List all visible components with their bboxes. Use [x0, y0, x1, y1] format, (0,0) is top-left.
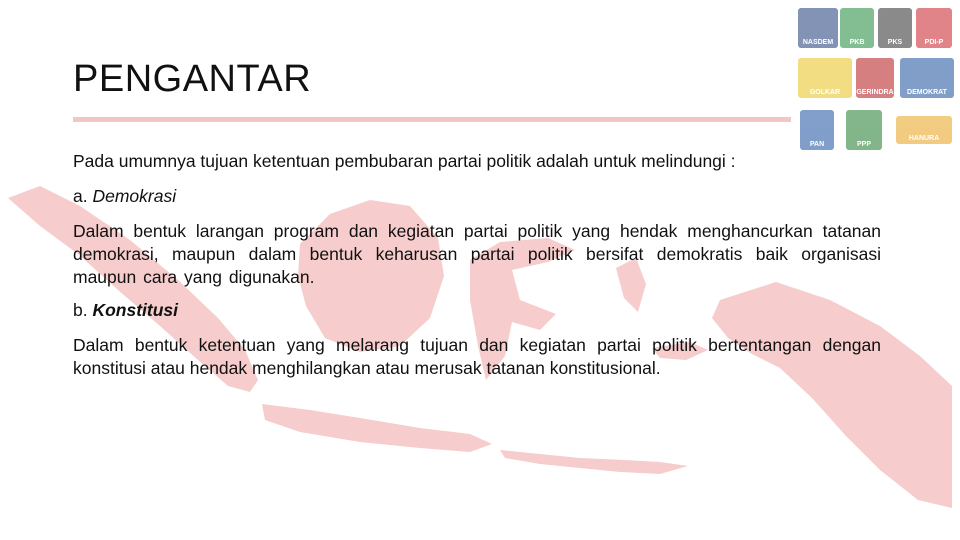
- pkb-logo: PKB: [840, 8, 874, 48]
- demokrat-logo: DEMOKRAT: [900, 58, 954, 98]
- gerindra-logo: GERINDRA: [856, 58, 894, 98]
- section-a-prefix: a.: [73, 186, 93, 206]
- section-b-paragraph: Dalam bentuk ketentuan yang melarang tujuan dan kegiatan partai politik bertentangan dengan konstitusi atau hendak menghilangkan atau merusak tatanan konstitusional.: [73, 335, 881, 378]
- section-a-paragraph: Dalam bentuk larangan program dan kegiatan partai politik yang hendak menghancurkan tatanan demokrasi, maupun dalam bentuk keharusan partai politik bersifat demokratis baik organisasi maupun cara yang digunakan.: [73, 221, 881, 287]
- title-underline: [73, 117, 791, 122]
- slide-title: PENGANTAR: [73, 58, 312, 100]
- section-b-prefix: b.: [73, 300, 93, 320]
- nasdem-logo: NASDEM: [798, 8, 838, 48]
- section-a-label: Demokrasi: [92, 186, 177, 206]
- intro-paragraph: Pada umumnya tujuan ketentuan pembubaran partai politik adalah untuk melindungi :: [73, 151, 736, 171]
- hanura-logo: HANURA: [896, 116, 952, 144]
- slide-content: [73, 150, 881, 380]
- pdip-logo: PDI-P: [916, 8, 952, 48]
- section-b-heading: [73, 299, 881, 322]
- ppp-logo: PPP: [846, 110, 882, 150]
- golkar-logo: GOLKAR: [798, 58, 852, 98]
- pks-logo: PKS: [878, 8, 912, 48]
- party-logos: [794, 6, 960, 156]
- pan-logo: PAN: [800, 110, 834, 150]
- section-b-label: Konstitusi: [92, 300, 179, 320]
- section-a-heading: [73, 185, 881, 208]
